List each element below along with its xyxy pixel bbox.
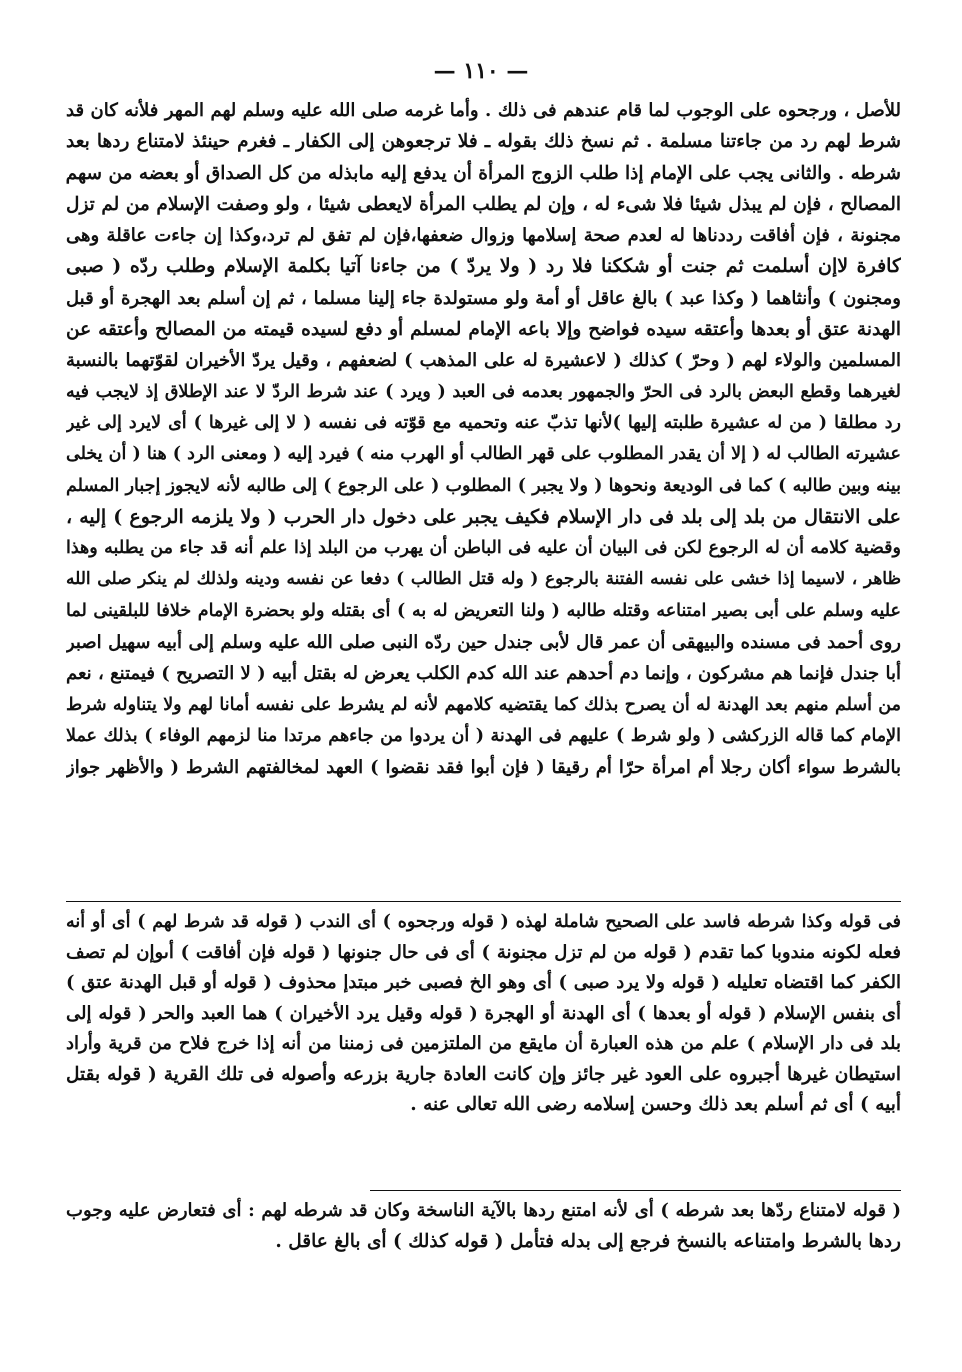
note-line: ردها بالشرط وامتناعه بالنسخ فرجع إلى بدله فتأمل ( قوله كذلك ) أى بالغ عاقل . <box>275 1230 901 1252</box>
main-text-line: عشيرته الطالب له ( إلا أن يقدر المطلوب على قهر الطالب أو الهرب منه ) فيرد إليه ( ومعنى الرد ) هنا ( أن يخلى <box>66 444 901 465</box>
main-text-line: عليه وسلم على أبى بصير امتناعه وقتله طالبه ( ولنا التعريض له به ) أى بقتله ولو بحضرة الإمام خلافا للبلقينى لما <box>66 600 901 621</box>
main-text-line: بالشرط سواء أكان رجلا أم امرأة حرّا أم رقيقا ( فإن أبوا فقد نقضوا ) العهد لمخالفتهم الشرط ( والأظهر جواز <box>66 757 901 779</box>
commentary-line: فعله لكونه مندوبا كما تقدم ( قوله من لم تزل مجنونة ) أى فى حال جنونها ( قوله فإن أفاقت ) أىوإن لم تصف <box>66 941 901 963</box>
main-text-line: أبا جندل فإنما هم مشركون ، وإنما دم أحدهم عند الله كدم الكلب يعرض له بقتل أبيه ( لا التصريح ) فيمتنع ، نعم <box>66 663 901 685</box>
main-text-line: المسلمين والولاء لهم ( وحرّ ) كذلك ( لاعشيرة له على المذهب ) لضعفهم ، وقيل يردّ الأخيران لقوّتهما بالنسبة <box>66 350 901 372</box>
main-text-line: الهدنة عتق أو بعدها وأعتقه سيده فواضح وإلا باعه الإمام لمسلم أو دفع لسيده قيمته من المصالح وأعتقه عن <box>66 319 901 341</box>
main-text-line: للأصل ، ورجحوه على الوجوب لما قام عندهم فى ذلك . وأما غرمه صلى الله عليه وسلم لهم المهر فلأنه كان قد <box>66 100 901 121</box>
main-text-line: روى أحمد فى مسنده والبيهقى أن عمر قال لأبى جندل حين ردّه النبى صلى الله عليه وسلم إلى أبيه سهيل اصبر <box>66 632 901 654</box>
commentary-line: الكفر كما اقتضاه تعليله ( قوله ولا يرد صبى ) أى وهو الخ فصبى خبر مبتدإ محذوف ( قوله أو قبل الهدنة عتق ) <box>66 972 901 993</box>
main-text-line: شرطه . والثانى يجب على الإمام إذا طلب الزوج المرأة أن يدفع إليه مابذله من كل الصداق أو بعضه من سهم <box>66 162 901 184</box>
main-text-line: المصالح ، فإن لم يبذل شيئا فلا شىء له ، وإن لم يطلب المرأة لايعطى شيئا ، ولو وصفت الإسلام من لم تزل <box>66 193 901 215</box>
main-text-line: الإمام كما قاله الزركشى ( ولو شرط ) عليهم فى الهدنة ( أن يردوا من جاءهم مرتدا منا لزمهم الوفاء ) بذلك عملا <box>66 725 901 746</box>
main-text-line: مجنونة ، فإن أفاقت رددناها له لعدم صحة إسلامها وزوال ضعفها،فإن لم تفق لم ترد،وكذا إن جاءت عاقلة وهى <box>66 225 901 247</box>
main-text-line: كافرة لاإن أسلمت ثم جنت أو شككنا فلا رد ( ولا يردّ ) من جاءنا آتيا بكلمة الإسلام وطلب ردّه ( صبى <box>66 255 901 278</box>
main-text-line: شرط لهم رد من جاءتنا مسلمة . ثم نسخ ذلك بقوله ـ فلا ترجعوهن إلى الكفار ـ فغرم حينئذ لامتناع ردها بعد <box>66 131 901 153</box>
main-text-line: ومجنون ) وأنثاهما ( وكذا عبد ) بالغ عاقل أو أمة ولو مستولدة جاء إلينا مسلما ، ثم إن أسلم بعد الهجرة أو قبل <box>66 287 901 309</box>
commentary-line: أبيه ) أى ثم أسلم بعد ذلك وحسن إسلامه رضى الله تعالى عنه . <box>410 1094 901 1115</box>
main-text-line: لغيرهما وقطع البعض بالرد فى الحرّ والجمهور بعدمه فى العبد ( ويرد ) عند شرط الردّ لا عند الإطلاق إذ لايجب فيه <box>66 381 901 402</box>
commentary-line: استيطان غيرها أجبروه على العود غير جائز وإن كانت العادة جارية بزرعه وأصوله فى تلك القرية ( قوله بقتل <box>66 1063 901 1085</box>
note-text <box>66 1196 901 1257</box>
main-text-line: على الانتقال من بلد إلى بلد فى دار الإسلام فكيف يجبر على دخول دار الحرب ( ولا يلزمه الرجوع ) إليه ، <box>66 505 901 528</box>
footnote-divider <box>66 901 901 902</box>
commentary-line: فى قوله وكذا شرطه فاسد على الصحيح شاملة لهذه ( قوله ورجحوه ) أى الندب ( قوله قد شرط لهم ) أى أو أنه <box>66 912 901 932</box>
commentary-line: بلد فى دار الإسلام ) علم من هذه العبارة أن مايقع من الملتزمين فى زمننا من أنه إذا خرج فلاح من قرية وأراد <box>66 1033 901 1054</box>
main-text <box>66 95 901 784</box>
note-line: ( قوله لامتناع ردّها بعد شرطه ) أى لأنه امتنع ردها بالآية الناسخة وكان قد شرطه لهم : أى فتعارض عليه وجوب <box>66 1200 901 1221</box>
main-text-line: رد مطلقا ( من له عشيرة طلبته إليها )لأنها تذبّ عنه وتحميه مع قوّته فى نفسه ( لا إلى غيرها ) أى لايرد إلى غير <box>66 412 901 433</box>
page-number: — ١١٠ — <box>433 58 529 84</box>
note-divider <box>370 1190 901 1191</box>
main-text-line: وقضية كلامه أن له الرجوع لكن فى البيان أن عليه فى الباطن أن يهرب من البلد إذا علم أنه قد جاء من يطلبه وهذا <box>66 538 901 559</box>
main-text-line: من أسلم منهم بعد الهدنة له أن يصرح بذلك كما يقتضيه كلامهم لأنه لم يشرط على نفسه أمانا لهم ولا يتناوله شرط <box>66 694 901 715</box>
commentary-line: أى بنفس الإسلام ( قوله أو بعدها ) أى الهدنة أو الهجرة ( قوله وقيل يرد الأخيران ) هما العبد والحر ( قوله إلى <box>66 1002 901 1024</box>
main-text-line: بينه وبين طالبه ) كما فى الوديعة ونحوها ( ولا يجبر ) المطلوب ( على الرجوع ) إلى طالبه لأنه لايجوز إجبار المسلم <box>66 475 901 496</box>
commentary-text <box>66 907 901 1121</box>
main-text-line: ظاهر ، لاسيما إذا خشى على نفسه الفتنة بالرجوع ( وله قتل الطالب ) دفعا عن نفسه ودينه ولذلك لم ينكر صلى الله <box>66 569 901 590</box>
